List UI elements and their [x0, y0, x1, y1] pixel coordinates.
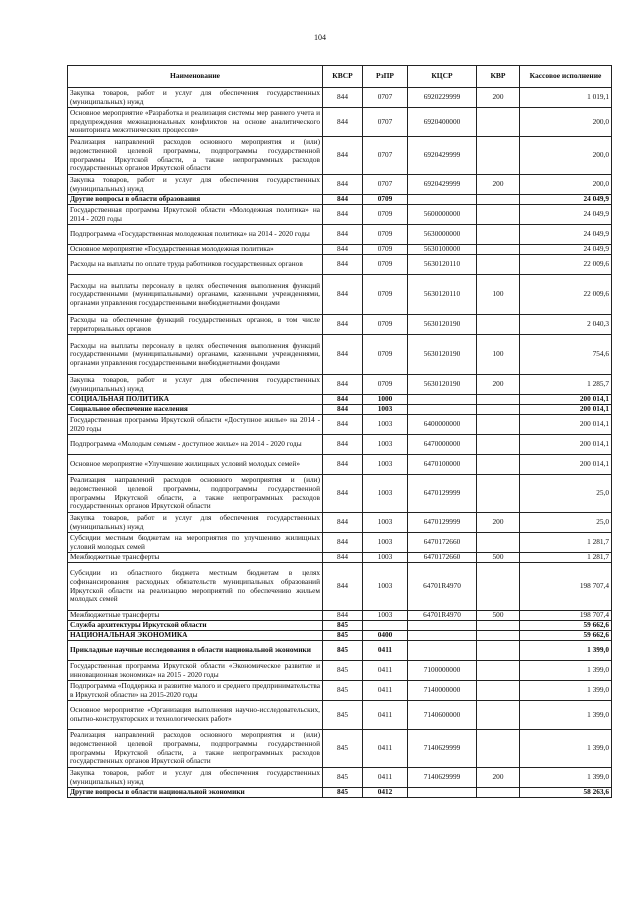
cell-name: Расходы на обеспечение функций государственных органов, в том числе территориальных органов [68, 315, 323, 335]
cell-kcsr: 5630000000 [408, 225, 477, 245]
cell-amount: 200 014,1 [520, 455, 612, 475]
table-row [68, 315, 612, 335]
cell-kvsr: 844 [323, 533, 363, 553]
table-row [68, 611, 612, 621]
cell-kvsr: 844 [323, 137, 363, 175]
cell-name: Основное мероприятие «Разработка и реализация системы мер раннего учета и предупреждения межнациональных конфликтов на основе аналитического мониторинга межэтнических процессов» [68, 108, 323, 137]
cell-name: Основное мероприятие «Государственная молодежная политика» [68, 245, 323, 255]
cell-kcsr [408, 641, 477, 661]
table-row [68, 275, 612, 315]
table-row [68, 395, 612, 405]
cell-kcsr: 5630120190 [408, 335, 477, 375]
cell-amount: 1 285,7 [520, 375, 612, 395]
cell-name: Государственная программа Иркутской области «Молодежная политика» на 2014 - 2020 годы [68, 205, 323, 225]
cell-rzpr: 1003 [363, 513, 408, 533]
cell-rzpr: 0709 [363, 315, 408, 335]
cell-amount: 1 399,0 [520, 768, 612, 788]
table-row [68, 621, 612, 631]
cell-kvr [477, 137, 520, 175]
cell-amount: 24 049,9 [520, 245, 612, 255]
table-row [68, 415, 612, 435]
cell-rzpr: 1003 [363, 455, 408, 475]
cell-kvr [477, 533, 520, 553]
table-row [68, 563, 612, 611]
cell-amount: 1 019,1 [520, 88, 612, 108]
cell-rzpr: 1003 [363, 405, 408, 415]
cell-kvsr: 845 [323, 641, 363, 661]
cell-rzpr: 0709 [363, 335, 408, 375]
cell-kvr [477, 641, 520, 661]
cell-name: Закупка товаров, работ и услуг для обеспечения государственных (муниципальных) нужд [68, 88, 323, 108]
cell-name: Закупка товаров, работ и услуг для обеспечения государственных (муниципальных) нужд [68, 175, 323, 195]
cell-kcsr: 6920400000 [408, 108, 477, 137]
cell-name: Реализация направлений расходов основного мероприятия и (или) ведомственной целевой программы, подпрограммы государственной программы Иркутской области, а также непрограммных расходов государственных органов Иркутской области [68, 137, 323, 175]
cell-kcsr: 6920229999 [408, 88, 477, 108]
cell-name: Закупка товаров, работ и услуг для обеспечения государственных (муниципальных) нужд [68, 375, 323, 395]
cell-kvsr: 845 [323, 621, 363, 631]
header-amount: Кассовое исполнение [520, 66, 612, 88]
cell-amount: 1 399,0 [520, 681, 612, 701]
cell-kvr: 200 [477, 513, 520, 533]
cell-kvr [477, 661, 520, 681]
table-row [68, 108, 612, 137]
cell-amount: 754,6 [520, 335, 612, 375]
cell-kcsr [408, 405, 477, 415]
cell-kvr: 500 [477, 611, 520, 621]
cell-kvr: 200 [477, 375, 520, 395]
header-name: Наименование [68, 66, 323, 88]
cell-amount: 22 009,6 [520, 275, 612, 315]
cell-rzpr: 1003 [363, 475, 408, 513]
header-kcsr: КЦСР [408, 66, 477, 88]
cell-name: Межбюджетные трансферты [68, 553, 323, 563]
cell-kvr: 100 [477, 275, 520, 315]
cell-rzpr: 0709 [363, 245, 408, 255]
cell-rzpr: 0411 [363, 681, 408, 701]
cell-name: СОЦИАЛЬНАЯ ПОЛИТИКА [68, 395, 323, 405]
cell-kcsr: 6470129999 [408, 513, 477, 533]
cell-name: Государственная программа Иркутской области «Доступное жилье» на 2014 - 2020 годы [68, 415, 323, 435]
cell-kvsr: 844 [323, 405, 363, 415]
cell-kvsr: 844 [323, 395, 363, 405]
cell-kcsr: 7140629999 [408, 730, 477, 768]
header-rzpr: РзПР [363, 66, 408, 88]
cell-kvsr: 845 [323, 730, 363, 768]
cell-kvr [477, 315, 520, 335]
cell-kcsr: 6470129999 [408, 475, 477, 513]
cell-rzpr: 1000 [363, 395, 408, 405]
table-body [68, 88, 612, 798]
cell-kcsr: 5630120110 [408, 255, 477, 275]
cell-kcsr [408, 788, 477, 798]
cell-name: Межбюджетные трансферты [68, 611, 323, 621]
cell-rzpr: 1003 [363, 611, 408, 621]
table-row [68, 245, 612, 255]
cell-kcsr: 7100000000 [408, 661, 477, 681]
cell-kvsr: 844 [323, 225, 363, 245]
cell-name: Социальное обеспечение населения [68, 405, 323, 415]
cell-kvr [477, 205, 520, 225]
cell-kvr [477, 681, 520, 701]
cell-amount: 1 281,7 [520, 533, 612, 553]
table-row [68, 435, 612, 455]
cell-kcsr: 5600000000 [408, 205, 477, 225]
table-row [68, 137, 612, 175]
table-row [68, 701, 612, 730]
cell-kcsr [408, 395, 477, 405]
cell-kvsr: 844 [323, 335, 363, 375]
cell-name: Другие вопросы в области образования [68, 195, 323, 205]
cell-kcsr: 7140629999 [408, 768, 477, 788]
cell-kvsr: 844 [323, 108, 363, 137]
cell-kcsr: 6920429999 [408, 175, 477, 195]
cell-rzpr: 0400 [363, 631, 408, 641]
cell-amount: 25,0 [520, 513, 612, 533]
cell-kvr: 200 [477, 768, 520, 788]
cell-rzpr: 0707 [363, 88, 408, 108]
cell-rzpr: 1003 [363, 435, 408, 455]
cell-amount: 2 040,3 [520, 315, 612, 335]
cell-kcsr: 6470172660 [408, 533, 477, 553]
cell-kvr [477, 405, 520, 415]
table-row [68, 475, 612, 513]
cell-kcsr: 6470100000 [408, 455, 477, 475]
cell-amount: 1 399,0 [520, 730, 612, 768]
cell-name: Основное мероприятие «Улучшение жилищных условий молодых семей» [68, 455, 323, 475]
cell-kvsr: 845 [323, 788, 363, 798]
cell-kvr [477, 435, 520, 455]
cell-amount: 24 049,9 [520, 205, 612, 225]
cell-amount: 58 263,6 [520, 788, 612, 798]
cell-amount: 198 707,4 [520, 563, 612, 611]
cell-name: Субсидии местным бюджетам на мероприятия по улучшению жилищных условий молодых семей [68, 533, 323, 553]
cell-name: Основное мероприятие «Организация выполнения научно-исследовательских, опытно-конструкторских и технологических работ» [68, 701, 323, 730]
cell-kvr [477, 631, 520, 641]
cell-kvr: 500 [477, 553, 520, 563]
cell-kvr [477, 475, 520, 513]
cell-rzpr: 0411 [363, 641, 408, 661]
cell-kvr [477, 788, 520, 798]
cell-name: Расходы на выплаты персоналу в целях обеспечения выполнения функций государственными (муниципальными) органами, казенными учреждениями, органами управления государственными внебюджетными фондами [68, 335, 323, 375]
cell-name: Подпрограмма «Государственная молодежная политика» на 2014 - 2020 годы [68, 225, 323, 245]
cell-rzpr: 1003 [363, 563, 408, 611]
cell-kcsr: 6920429999 [408, 137, 477, 175]
cell-kvsr: 845 [323, 768, 363, 788]
table-row [68, 335, 612, 375]
cell-amount: 59 662,6 [520, 631, 612, 641]
table-row [68, 631, 612, 641]
cell-kvsr: 844 [323, 255, 363, 275]
cell-kcsr: 5630120110 [408, 275, 477, 315]
cell-name: Реализация направлений расходов основного мероприятия и (или) ведомственной целевой программы, подпрограммы государственной программы Иркутской области, а также непрограммных расходов государственных органов Иркутской области [68, 475, 323, 513]
cell-kcsr [408, 621, 477, 631]
table-row [68, 88, 612, 108]
cell-name: Расходы на выплаты по оплате труда работников государственных органов [68, 255, 323, 275]
table-row [68, 255, 612, 275]
cell-amount: 24 049,9 [520, 225, 612, 245]
cell-amount: 1 281,7 [520, 553, 612, 563]
cell-amount: 200 014,1 [520, 395, 612, 405]
cell-rzpr: 0709 [363, 375, 408, 395]
cell-rzpr: 1003 [363, 533, 408, 553]
cell-kvr [477, 563, 520, 611]
cell-kvsr: 844 [323, 195, 363, 205]
cell-kvr: 100 [477, 335, 520, 375]
table-row [68, 730, 612, 768]
cell-name: НАЦИОНАЛЬНАЯ ЭКОНОМИКА [68, 631, 323, 641]
cell-kvsr: 845 [323, 681, 363, 701]
cell-rzpr [363, 621, 408, 631]
table-row [68, 768, 612, 788]
cell-amount: 1 399,0 [520, 661, 612, 681]
cell-amount: 1 399,0 [520, 641, 612, 661]
cell-name: Реализация направлений расходов основного мероприятия и (или) ведомственной целевой программы, подпрограммы государственной программы Иркутской области, а также непрограммных расходов государственных органов Иркутской области [68, 730, 323, 768]
cell-amount: 200 014,1 [520, 435, 612, 455]
cell-kcsr: 7140000000 [408, 681, 477, 701]
cell-amount: 1 399,0 [520, 701, 612, 730]
table-row [68, 641, 612, 661]
cell-kvr [477, 701, 520, 730]
table-row [68, 513, 612, 533]
cell-kcsr: 7140600000 [408, 701, 477, 730]
cell-kvsr: 844 [323, 88, 363, 108]
table-row [68, 788, 612, 798]
cell-kvr [477, 195, 520, 205]
cell-amount: 200,0 [520, 175, 612, 195]
cell-amount: 200 014,1 [520, 405, 612, 415]
cell-kcsr: 5630100000 [408, 245, 477, 255]
table-row [68, 533, 612, 553]
cell-kcsr: 64701R4970 [408, 611, 477, 621]
budget-table [67, 65, 612, 798]
table-row [68, 175, 612, 195]
cell-rzpr: 0411 [363, 661, 408, 681]
cell-rzpr: 0709 [363, 275, 408, 315]
cell-kvr [477, 225, 520, 245]
cell-kvr [477, 455, 520, 475]
cell-kvsr: 844 [323, 175, 363, 195]
cell-amount: 200,0 [520, 137, 612, 175]
page-number: 104 [314, 33, 326, 42]
cell-kvr [477, 395, 520, 405]
cell-kcsr: 6470000000 [408, 435, 477, 455]
cell-rzpr: 0707 [363, 175, 408, 195]
cell-rzpr: 0411 [363, 730, 408, 768]
cell-rzpr: 0412 [363, 788, 408, 798]
cell-name: Закупка товаров, работ и услуг для обеспечения государственных (муниципальных) нужд [68, 768, 323, 788]
cell-rzpr: 1003 [363, 415, 408, 435]
cell-name: Государственная программа Иркутской области «Экономическое развитие и инновационная экономика» на 2015 - 2020 годы [68, 661, 323, 681]
cell-name: Расходы на выплаты персоналу в целях обеспечения выполнения функций государственными (муниципальными) органами, казенными учреждениями, органами управления государственными внебюджетными фондами [68, 275, 323, 315]
cell-kvsr: 845 [323, 701, 363, 730]
cell-kcsr: 5630120190 [408, 315, 477, 335]
cell-kvr: 200 [477, 175, 520, 195]
cell-kcsr: 6400000000 [408, 415, 477, 435]
cell-kvsr: 844 [323, 275, 363, 315]
cell-kcsr: 6470172660 [408, 553, 477, 563]
cell-rzpr: 0707 [363, 137, 408, 175]
cell-name: Подпрограмма «Поддержка и развитие малого и среднего предпринимательства в Иркутской области» на 2015-2020 годы [68, 681, 323, 701]
cell-kvsr: 844 [323, 553, 363, 563]
cell-name: Закупка товаров, работ и услуг для обеспечения государственных (муниципальных) нужд [68, 513, 323, 533]
cell-amount: 198 707,4 [520, 611, 612, 621]
table-row [68, 225, 612, 245]
cell-kvr [477, 108, 520, 137]
cell-kcsr [408, 631, 477, 641]
cell-kvsr: 844 [323, 375, 363, 395]
cell-kvr: 200 [477, 88, 520, 108]
table-row [68, 681, 612, 701]
cell-kcsr [408, 195, 477, 205]
cell-kvr [477, 415, 520, 435]
cell-rzpr: 0709 [363, 255, 408, 275]
cell-kvsr: 844 [323, 415, 363, 435]
cell-rzpr: 0709 [363, 195, 408, 205]
table-row [68, 195, 612, 205]
cell-name: Субсидии из областного бюджета местным бюджетам в целях софинансирования расходных обязательств муниципальных образований Иркутской области на реализацию мероприятий по обеспечению жильем молодых семей [68, 563, 323, 611]
cell-rzpr: 0411 [363, 768, 408, 788]
cell-kvr [477, 621, 520, 631]
cell-kvsr: 844 [323, 315, 363, 335]
cell-kcsr: 5630120190 [408, 375, 477, 395]
cell-name: Подпрограмма «Молодым семьям - доступное жилье» на 2014 - 2020 годы [68, 435, 323, 455]
table-row [68, 455, 612, 475]
table-header-row [68, 66, 612, 88]
cell-rzpr: 0709 [363, 225, 408, 245]
cell-rzpr: 1003 [363, 553, 408, 563]
cell-rzpr: 0411 [363, 701, 408, 730]
cell-kvsr: 845 [323, 631, 363, 641]
cell-kvr [477, 255, 520, 275]
cell-kvsr: 845 [323, 661, 363, 681]
cell-amount: 200,0 [520, 108, 612, 137]
cell-kcsr: 64701R4970 [408, 563, 477, 611]
cell-kvsr: 844 [323, 475, 363, 513]
cell-kvsr: 844 [323, 513, 363, 533]
table-row [68, 661, 612, 681]
cell-kvsr: 844 [323, 611, 363, 621]
table-row [68, 375, 612, 395]
cell-amount: 59 662,6 [520, 621, 612, 631]
cell-amount: 25,0 [520, 475, 612, 513]
cell-kvr [477, 730, 520, 768]
cell-amount: 24 049,9 [520, 195, 612, 205]
cell-kvsr: 844 [323, 245, 363, 255]
table-row [68, 553, 612, 563]
table-row [68, 405, 612, 415]
cell-kvr [477, 245, 520, 255]
cell-name: Другие вопросы в области национальной экономики [68, 788, 323, 798]
cell-rzpr: 0707 [363, 108, 408, 137]
cell-name: Прикладные научные исследования в области национальной экономики [68, 641, 323, 661]
cell-amount: 22 009,6 [520, 255, 612, 275]
cell-kvsr: 844 [323, 435, 363, 455]
cell-name: Служба архитектуры Иркутской области [68, 621, 323, 631]
table-row [68, 205, 612, 225]
cell-rzpr: 0709 [363, 205, 408, 225]
header-kvr: КВР [477, 66, 520, 88]
cell-kvsr: 844 [323, 563, 363, 611]
cell-kvsr: 844 [323, 455, 363, 475]
header-kvsr: КВСР [323, 66, 363, 88]
cell-kvsr: 844 [323, 205, 363, 225]
cell-amount: 200 014,1 [520, 415, 612, 435]
